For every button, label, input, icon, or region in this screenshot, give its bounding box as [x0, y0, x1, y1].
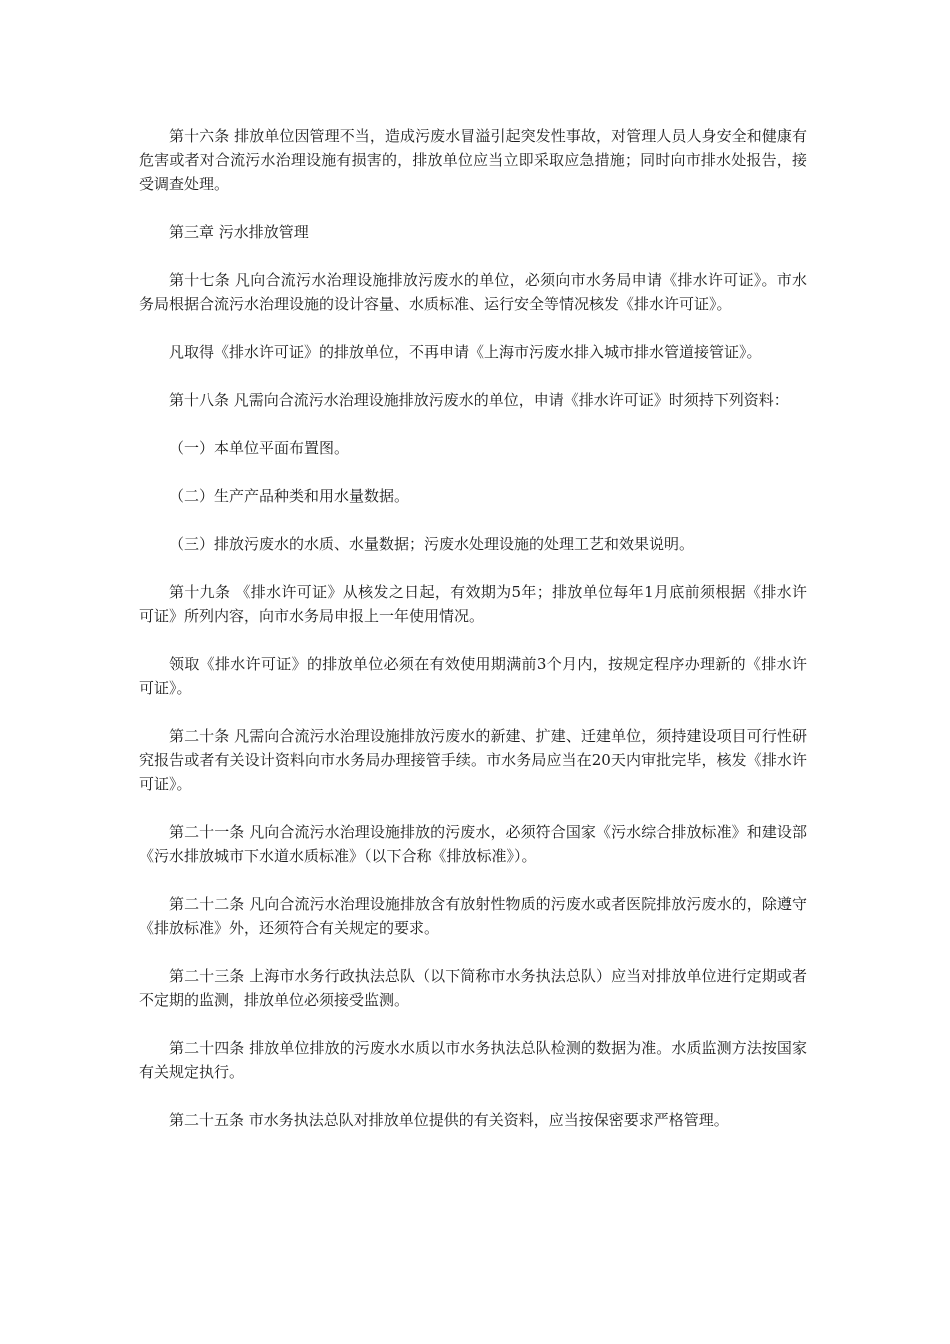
article-16: 第十六条 排放单位因管理不当，造成污废水冒溢引起突发性事故，对管理人员人身安全和健康有危害或者对合流污水治理设施有损害的，排放单位应当立即采取应急措施；同时向市排水处报告，接受调查处理。	[139, 127, 807, 193]
article-25: 第二十五条 市水务执法总队对排放单位提供的有关资料，应当按保密要求严格管理。	[169, 1111, 729, 1129]
article-18-item-2: （二）生产产品种类和用水量数据。	[169, 487, 410, 505]
article-23: 第二十三条 上海市水务行政执法总队（以下简称市水务执法总队）应当对排放单位进行定期或者不定期的监测，排放单位必须接受监测。	[139, 967, 807, 1009]
article-18: 第十八条 凡需向合流污水治理设施排放污废水的单位，申请《排水许可证》时须持下列资料：	[169, 391, 789, 409]
document-page	[139, 124, 807, 1156]
article-20: 第二十条 凡需向合流污水治理设施排放污废水的新建、扩建、迁建单位，须持建设项目可行性研究报告或者有关设计资料向市水务局办理接管手续。市水务局应当在20天内审批完毕，核发《排水许可证》。	[139, 727, 807, 793]
article-24: 第二十四条 排放单位排放的污废水水质以市水务执法总队检测的数据为准。水质监测方法按国家有关规定执行。	[139, 1039, 807, 1081]
chapter-3-heading: 第三章 污水排放管理	[169, 223, 309, 241]
article-17: 第十七条 凡向合流污水治理设施排放污废水的单位，必须向市水务局申请《排水许可证》。市水务局根据合流污水治理设施的设计容量、水质标准、运行安全等情况核发《排水许可证》。	[139, 271, 807, 313]
article-22: 第二十二条 凡向合流污水治理设施排放含有放射性物质的污废水或者医院排放污废水的，除遵守《排放标准》外，还须符合有关规定的要求。	[139, 895, 807, 937]
article-19-supplement: 领取《排水许可证》的排放单位必须在有效使用期满前3个月内，按规定程序办理新的《排水许可证》。	[139, 655, 807, 697]
article-17-supplement: 凡取得《排水许可证》的排放单位，不再申请《上海市污废水排入城市排水管道接管证》。	[169, 343, 762, 361]
article-18-item-1: （一）本单位平面布置图。	[169, 439, 350, 457]
article-21: 第二十一条 凡向合流污水治理设施排放的污废水，必须符合国家《污水综合排放标准》和建设部《污水排放城市下水道水质标准》（以下合称《排放标准》）。	[139, 823, 807, 865]
article-19: 第十九条 《排水许可证》从核发之日起，有效期为5年；排放单位每年1月底前须根据《排水许可证》所列内容，向市水务局申报上一年使用情况。	[139, 583, 807, 625]
article-18-item-3: （三）排放污废水的水质、水量数据；污废水处理设施的处理工艺和效果说明。	[169, 535, 695, 553]
